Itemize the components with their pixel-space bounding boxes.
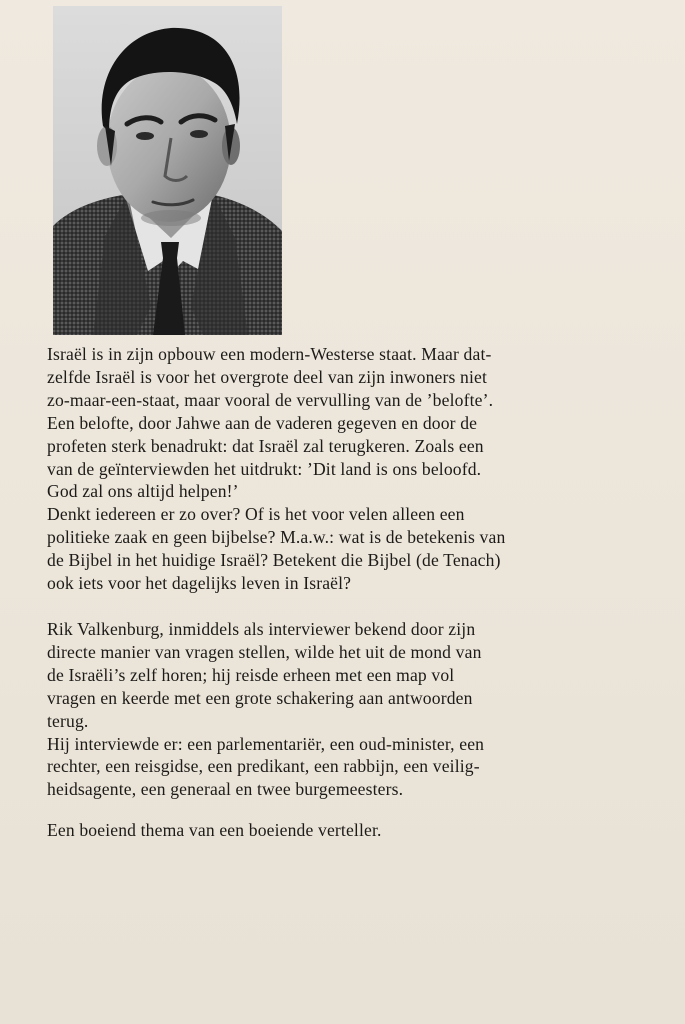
text-line: politieke zaak en geen bijbelse? M.a.w.: wat is de betekenis van (47, 527, 506, 548)
blurb-closing (47, 819, 647, 842)
paragraph-spacer (47, 801, 647, 819)
text-line: van de geïnterviewden het uitdrukt: ’Dit land is ons beloofd. (47, 458, 482, 479)
portrait-illustration (53, 6, 282, 335)
text-line: ook iets voor het dagelijks leven in Israël? (47, 573, 352, 594)
text-line: de Bijbel in het huidige Israël? Betekent die Bijbel (de Tenach) (47, 550, 501, 571)
text-line: de Israëli’s zelf horen; hij reisde erheen met een map vol (47, 664, 455, 685)
text-line: zelfde Israël is voor het overgrote deel van zijn inwoners niet (47, 366, 488, 387)
text-line: Een belofte, door Jahwe aan de vaderen gegeven en door de (47, 412, 478, 433)
text-line: Israël is in zijn opbouw een modern-Westerse staat. Maar dat- (47, 344, 492, 364)
text-line: Rik Valkenburg, inmiddels als interviewer bekend door zijn (47, 618, 476, 639)
text-line: God zal ons altijd helpen!’ (47, 481, 239, 502)
paragraph-spacer (47, 595, 647, 618)
cover-blurb (47, 343, 647, 842)
author-portrait-photo (53, 6, 282, 335)
text-line: heidsagente, een generaal en twee burgemeesters. (47, 779, 404, 800)
text-line: directe manier van vragen stellen, wilde het uit de mond van (47, 641, 482, 662)
text-line: zo-maar-een-staat, maar vooral de vervulling van de ’belofte’. (47, 389, 494, 410)
closing-line: Een boeiend thema van een boeiende verteller. (47, 820, 382, 841)
text-line: Hij interviewde er: een parlementariër, een oud-minister, een (47, 733, 485, 754)
text-line: Denkt iedereen er zo over? Of is het voor velen alleen een (47, 504, 465, 525)
text-line: profeten sterk benadrukt: dat Israël zal terugkeren. Zoals een (47, 435, 484, 456)
blurb-paragraph-author (47, 618, 647, 801)
text-line: terug. (47, 710, 89, 731)
text-line: rechter, een reisgidse, een predikant, een rabbijn, een veilig- (47, 756, 480, 777)
text-line: vragen en keerde met een grote schakering aan antwoorden (47, 687, 473, 708)
blurb-paragraph-intro (47, 343, 647, 595)
